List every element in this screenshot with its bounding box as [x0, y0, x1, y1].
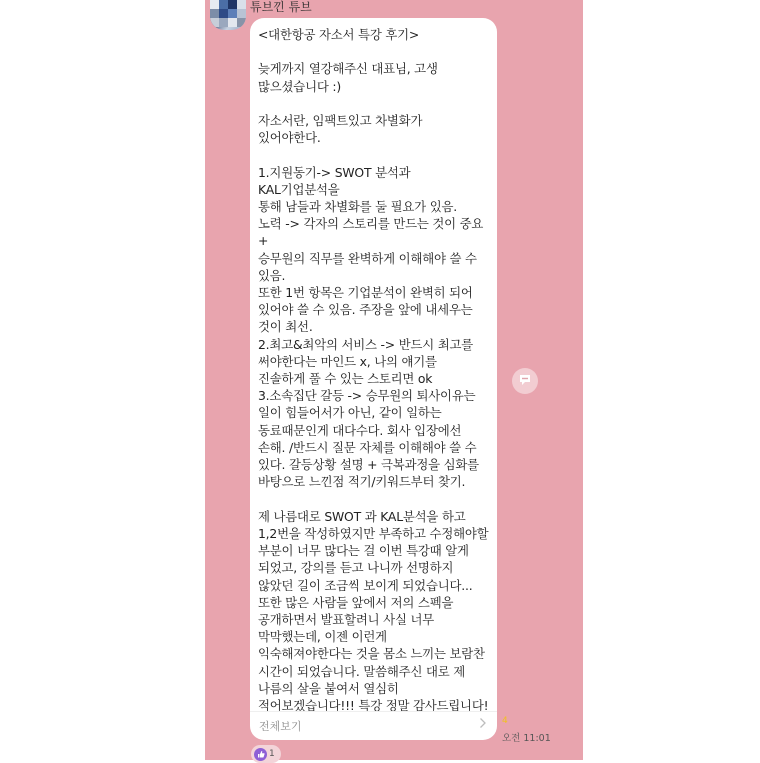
reaction-count: 1 — [269, 749, 275, 759]
message-bubble[interactable] — [250, 18, 497, 740]
share-icon — [518, 372, 532, 391]
share-button[interactable] — [512, 368, 538, 394]
message-text: <대한항공 자소서 특강 후기> 늦게까지 열강해주신 대표님, 고생 많으셨습니다 :) 자소서란, 임팩트있고 차별화가 있어야한다. 1.지원동기-> SWOT 분석과 KAL기업분석을 통해 남들과 차별화를 둘 필요가 있음. 노력 -> 각자의 스토리를 만드는 것이 중요 + 승무원의 직무를 완벽하게 이해해야 쓸 수 있음. 또한 1번 항목은 기업분석이 완벽히 되어 있어야 쓸 수 있음. 주장을 앞에 내세우는 것이 최선. 2.최고&최악의 서비스 -> 반드시 최고를 써야한다는 마인드 x, 나의 얘기를 진솔하게 풀 수 있는 스토리면 ok 3.소속집단 갈등 -> 승무원의 퇴사이유는 일이 힘들어서가 아닌, 같이 일하는 동료때문인게 대다수다. 회사 입장에선 손해. /반드시 질문 자체를 이해해야 쓸 수 있다. 갈등상황 설명 + 극복과정을 심화를 바탕으로 느낀점 적기/키워드부터 찾기. 제 나름대로 SWOT 과 KAL분석을 하고 1,2번을 작성하였지만 부족하고 수정해야할 부분이 너무 많다는 걸 이번 특강때 알게 되었고, 강의를 듣고 나니까 선명하지 않았던 길이 조금씩 보이게 되었습니다... 또한 많은 사람들 앞에서 저의 스펙을 공개하면서 발표할려니 사실 너무 막막했는데, 이젠 이런게 익숙해져야한다는 것을 몸소 느끼는 보람찬 시간이 되었습니다. 말씀해주신 대로 제 나름의 살을 붙여서 열심히 적어보겠습니다!!! 특강 정말 감사드립니다! — [258, 27, 489, 713]
reaction-badge[interactable] — [251, 745, 281, 763]
view-all-button[interactable] — [250, 711, 497, 740]
timestamp: 오전 11:01 — [502, 733, 551, 744]
chevron-right-icon — [479, 717, 487, 732]
sender-name: 튜브낀 튜브 — [250, 0, 312, 14]
view-all-label: 전체보기 — [259, 720, 302, 733]
unread-count: 4 — [502, 716, 508, 726]
thumbs-up-icon — [254, 748, 267, 761]
avatar[interactable] — [210, 0, 246, 30]
